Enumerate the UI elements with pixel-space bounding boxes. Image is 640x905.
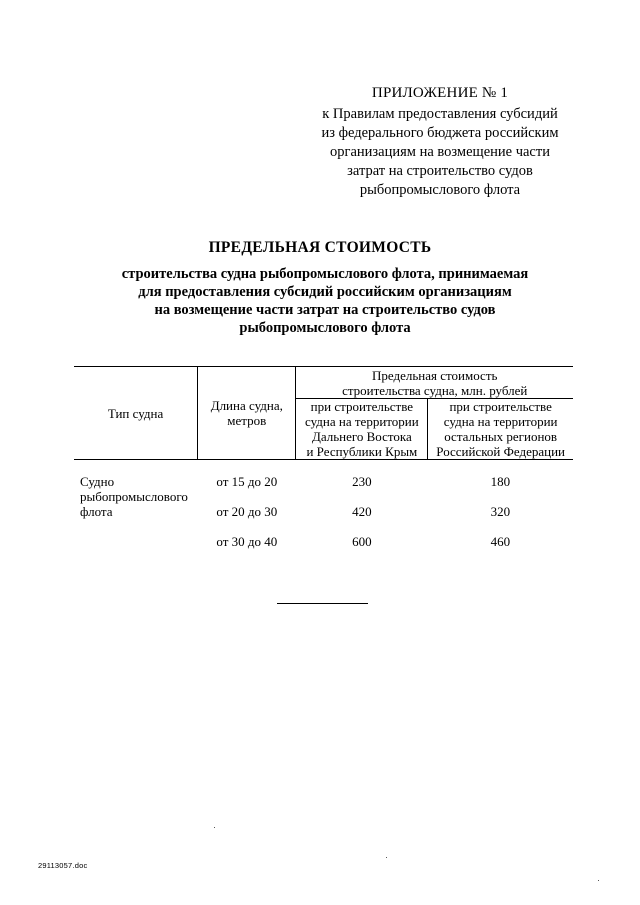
scan-speck [214,827,215,828]
header-line: строительства судна, млн. рублей [342,382,528,398]
table-row [74,460,573,505]
header-other-regions [428,399,573,460]
header-far-east [296,399,428,460]
header-line: при строительстве [449,399,552,414]
cell-cost-far-east: 420 [352,504,372,519]
cell-cost-far-east: 230 [352,474,372,489]
header-line: Российской Федерации [436,444,565,459]
cell-ship-type [74,534,198,564]
cell-length: от 30 до 40 [216,534,278,549]
table-row [74,504,573,534]
separator-line [277,603,368,604]
header-line: Дальнего Востока [311,429,412,444]
subtitle-line: строительства судна рыбопромыслового флота, принимаемая [121,266,529,282]
scan-speck [386,857,387,858]
header-line: Длина судна, [210,398,283,413]
cell-ship-type [74,460,198,505]
appendix-line: к Правилам предоставления субсидий [322,106,558,122]
appendix-line: организациям на возмещение части [330,144,550,160]
subtitle-line: рыбопромыслового флота [239,320,411,336]
header-line: метров [227,413,267,428]
type-line: рыбопромыслового [80,489,188,504]
appendix-line: затрат на строительство судов [347,163,533,179]
header-line: судна на территории [305,414,419,429]
document-title: ПРЕДЕЛЬНАЯ СТОИМОСТЬ [208,239,432,256]
document-file-id: 29113057.doc [38,861,88,870]
cell-length: от 20 до 30 [216,504,278,519]
header-line: при строительстве [310,399,414,414]
document-subtitle [95,265,555,337]
subtitle-line: для предоставления субсидий российским организациям [138,284,512,300]
header-line: и Республики Крым [306,444,418,459]
table-row [74,534,573,564]
price-table [74,366,573,564]
appendix-title: ПРИЛОЖЕНИЕ № 1 [371,85,509,101]
cell-cost-other: 320 [490,504,511,519]
cell-cost-other: 460 [490,534,511,549]
appendix-line: рыбопромыслового флота [359,182,521,198]
type-line: Судно [80,474,115,489]
header-line: остальных регионов [444,429,558,444]
header-line: судна на территории [443,414,558,429]
header-ship-type: Тип судна [74,367,198,460]
cell-length: от 15 до 20 [216,474,278,489]
header-ship-length [198,367,296,460]
cell-cost-far-east: 600 [352,534,372,549]
cell-ship-type: флота [80,504,113,519]
scan-speck [598,880,599,881]
header-max-cost [296,367,573,399]
header-line: Предельная стоимость [372,367,498,383]
appendix-line: из федерального бюджета российским [321,125,559,141]
cell-cost-other: 180 [490,474,511,489]
appendix-header [290,84,590,200]
subtitle-line: на возмещение части затрат на строительство судов [154,302,496,318]
